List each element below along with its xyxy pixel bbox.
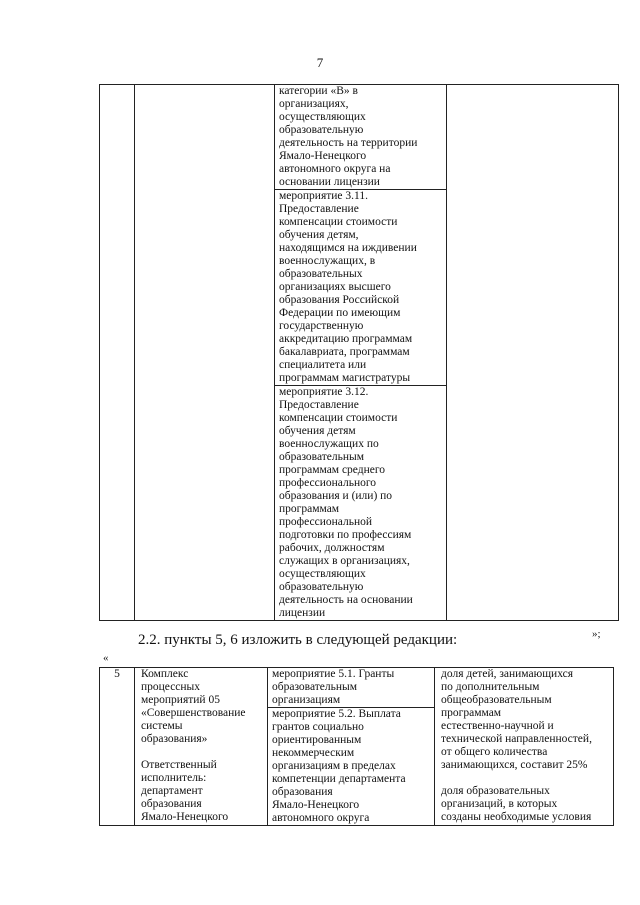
- text-line: обучения детям,: [279, 229, 359, 241]
- complex-description: [135, 668, 268, 826]
- text-line: образовательных: [279, 268, 363, 280]
- text-line: специалитета или: [279, 359, 367, 371]
- measure-5-1: [268, 668, 434, 707]
- measures-cell: [268, 668, 435, 826]
- continued-table: [99, 84, 619, 621]
- indicator-cell: [447, 85, 619, 621]
- text-line: государственную: [279, 320, 364, 332]
- text-line: служащих в организациях,: [279, 555, 410, 567]
- text-line: рабочих, должностям: [279, 542, 385, 554]
- text-line: грантов социально: [272, 721, 364, 733]
- text-line: образовательным: [279, 451, 365, 463]
- measure-cell: [275, 190, 447, 386]
- text-line: Ответственный: [141, 759, 217, 771]
- text-line: Федерации по имеющим: [279, 307, 401, 319]
- text-line: мероприятие 5.2. Выплата: [272, 708, 401, 720]
- text-line: аккредитацию программам: [279, 333, 413, 345]
- measure-5-2: [268, 707, 434, 825]
- text-line: организациях высшего: [279, 281, 391, 293]
- text-line: находящимся на иждивении: [279, 242, 417, 254]
- closing-quote: »;: [592, 628, 601, 640]
- page-number: 7: [316, 55, 324, 70]
- text-line: организаций, в которых: [441, 798, 558, 810]
- text-line: некоммерческим: [272, 747, 355, 759]
- text-line: Ямало-Ненецкого: [141, 811, 229, 823]
- text-line: программам среднего: [279, 464, 386, 476]
- text-line: общеобразовательным: [441, 694, 552, 706]
- new-edition-table: [99, 667, 614, 826]
- section-heading: 2.2. пункты 5, 6 изложить в следующей редакции:: [138, 632, 458, 648]
- text-line: осуществляющих: [279, 111, 366, 123]
- text-line: Ямало-Ненецкого: [279, 150, 367, 162]
- item-number: 5: [100, 668, 135, 826]
- text-line: технической направленностей,: [441, 733, 592, 745]
- text-line: образования Российской: [279, 294, 400, 306]
- number-cell: [100, 85, 135, 621]
- text-line: деятельность на территории: [279, 137, 418, 149]
- text-line: естественно-научной и: [441, 720, 554, 732]
- text-line: по дополнительным: [441, 681, 540, 693]
- indicators-cell: [435, 668, 614, 826]
- measure-cell: [275, 386, 447, 621]
- text-line: занимающихся, составит 25%: [441, 759, 588, 771]
- table-row: [100, 85, 619, 190]
- text-line: системы: [141, 720, 183, 732]
- text-line: доля образовательных: [441, 785, 550, 797]
- opening-quote: «: [103, 652, 109, 664]
- text-line: образования»: [141, 733, 208, 745]
- text-line: образования: [272, 786, 333, 798]
- text-line: созданы необходимые условия: [441, 811, 592, 823]
- text-line: программам: [441, 707, 502, 719]
- text-line: автономного округа: [272, 812, 370, 824]
- text-line: образования: [141, 798, 202, 810]
- text-line: образования и (или) по: [279, 490, 393, 502]
- text-line: от общего количества: [441, 746, 548, 758]
- text-line: компенсации стоимости: [279, 216, 398, 228]
- text-line: мероприятий 05: [141, 694, 220, 706]
- text-line: деятельность на основании: [279, 594, 413, 606]
- text-line: Ямало-Ненецкого: [272, 799, 360, 811]
- text-line: Предоставление: [279, 399, 359, 411]
- text-line: профессиональной: [279, 516, 373, 528]
- text-line: компенсации стоимости: [279, 412, 398, 424]
- text-line: образовательную: [279, 124, 364, 136]
- complex-cell: [135, 85, 275, 621]
- text-line: мероприятие 5.1. Гранты: [272, 668, 395, 680]
- text-line: обучения детям: [279, 425, 356, 437]
- text-line: лицензии: [279, 607, 326, 619]
- text-line: организациях,: [279, 98, 349, 110]
- text-line: мероприятие 3.12.: [279, 386, 369, 398]
- text-line: программам магистратуры: [279, 372, 411, 384]
- text-line: программам: [279, 503, 340, 515]
- text-line: организациям в пределах: [272, 760, 396, 772]
- text-line: военнослужащих, в: [279, 255, 376, 267]
- text-line: образовательным: [272, 681, 358, 693]
- text-line: компетенции департамента: [272, 773, 406, 785]
- text-line: бакалавриата, программам: [279, 346, 410, 358]
- text-line: Предоставление: [279, 203, 359, 215]
- text-line: ориентированным: [272, 734, 362, 746]
- text-line: организациям: [272, 694, 341, 706]
- text-line: образовательную: [279, 581, 364, 593]
- text-line: процессных: [141, 681, 201, 693]
- table-row: [100, 668, 614, 826]
- text-line: осуществляющих: [279, 568, 366, 580]
- measure-cell: [275, 85, 447, 190]
- text-line: исполнитель:: [141, 772, 207, 784]
- text-line: департамент: [141, 785, 203, 797]
- text-line: Комплекс: [141, 668, 189, 680]
- text-line: военнослужащих по: [279, 438, 379, 450]
- text-line: доля детей, занимающихся: [441, 668, 574, 680]
- text-line: категории «В» в: [279, 85, 358, 97]
- text-line: подготовки по профессиям: [279, 529, 412, 541]
- text-line: «Совершенствование: [141, 707, 246, 719]
- text-line: автономного округа на: [279, 163, 391, 175]
- text-line: основании лицензии: [279, 176, 380, 188]
- text-line: мероприятие 3.11.: [279, 190, 368, 202]
- text-line: профессионального: [279, 477, 377, 489]
